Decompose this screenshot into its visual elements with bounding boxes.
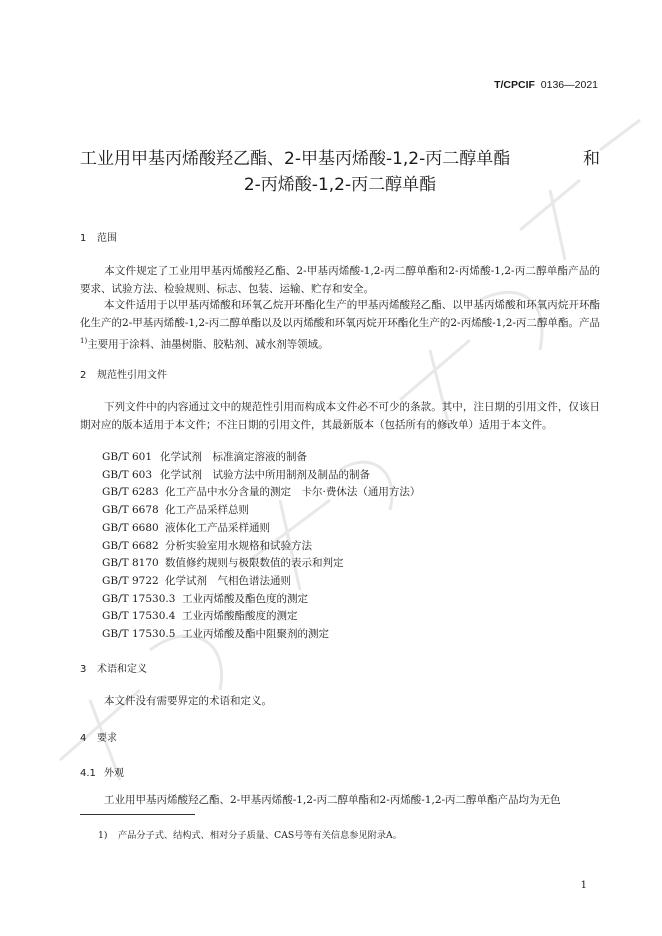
references-intro: 下列文件中的内容通过文中的规范性引用而构成本文件必不可少的条款。其中，注日期的引用文件，仅该日期对应的版本适用于本文件；不注日期的引用文件，其最新版本（包括所有的修改单）适用于本文件。 [80, 401, 600, 431]
footnote-divider [80, 814, 195, 815]
section-heading-4: 4 要求 [80, 733, 117, 744]
page-number: 1 [580, 880, 587, 891]
section-heading-4-1: 4.1 外观 [80, 768, 124, 779]
section-heading-2: 2 规范性引用文件 [80, 370, 167, 381]
scope-paragraph-1: 本文件规定了工业用甲基丙烯酸羟乙酯、2-甲基丙烯酸-1,2-丙二醇单酯和2-丙烯酸-1,2-丙二醇单酯产品的要求、试验方法、检验规则、标志、包装、运输、贮存和安全。 [80, 265, 600, 295]
title-line1-tail: 和 [583, 149, 600, 169]
reference-list [102, 449, 420, 644]
reference-item: GB/T 601 化学试剂 标准滴定溶液的制备 [102, 451, 307, 463]
scope-paragraph-2: 本文件适用于以甲基丙烯酸和环氧乙烷开环酯化生产的甲基丙烯酸羟乙酯、以甲基丙烯酸和环氧丙烷开环酯化生产的2-甲基丙烯酸-1,2-丙二醇单酯以及以丙烯酸和环氧丙烷开环酯化生产的2-丙烯酸-1,2-丙二醇单酯。产品$^{1)}$主要用于涂料、油墨树脂、胶粘剂、减水剂等领域。 [80, 299, 600, 351]
title-line2: 2-丙烯酸-1,2-丙二醇单酯 [243, 175, 437, 195]
reference-item: GB/T 17530.5 工业丙烯酸及酯中阻聚剂的测定 [102, 628, 329, 641]
terms-paragraph: 本文件没有需要界定的术语和定义。 [104, 695, 272, 707]
document-title [80, 146, 600, 198]
reference-item: GB/T 9722 化学试剂 气相色谱法通则 [102, 574, 291, 587]
reference-item: GB/T 6682 分析实验室用水规格和试验方法 [102, 539, 312, 552]
reference-item: GB/T 17530.3 工业丙烯酸及酯色度的测定 [102, 592, 308, 605]
appearance-paragraph: 工业用甲基丙烯酸羟乙酯、2-甲基丙烯酸-1,2-丙二醇单酯和2-丙烯酸-1,2-丙二醇单酯产品均为无色 [104, 794, 561, 806]
footnote-ref: 1) [80, 337, 88, 345]
reference-item: GB/T 17530.4 工业丙烯酸酯酸度的测定 [102, 610, 298, 623]
reference-item: GB/T 6283 化工产品中水分含量的测定 卡尔·费休法（通用方法） [102, 486, 421, 499]
section-heading-1: 1 范围 [80, 233, 117, 244]
reference-item: GB/T 8170 数值修约规则与极限数值的表示和判定 [102, 557, 344, 570]
standard-code: T/CPCIF 0136—2021 [494, 79, 598, 91]
section-heading-3: 3 术语和定义 [80, 664, 147, 675]
reference-item: GB/T 603 化学试剂 试验方法中所用制剂及制品的制备 [102, 468, 370, 481]
footnote: 1) 产品分子式、结构式、相对分子质量、CAS号等有关信息参见附录A。 [98, 830, 402, 841]
title-line1: 工业用甲基丙烯酸羟乙酯、2-甲基丙烯酸-1,2-丙二醇单酯 [80, 149, 511, 169]
reference-item: GB/T 6678 化工产品采样总则 [102, 504, 249, 517]
reference-item: GB/T 6680 液体化工产品采样通则 [102, 521, 270, 534]
